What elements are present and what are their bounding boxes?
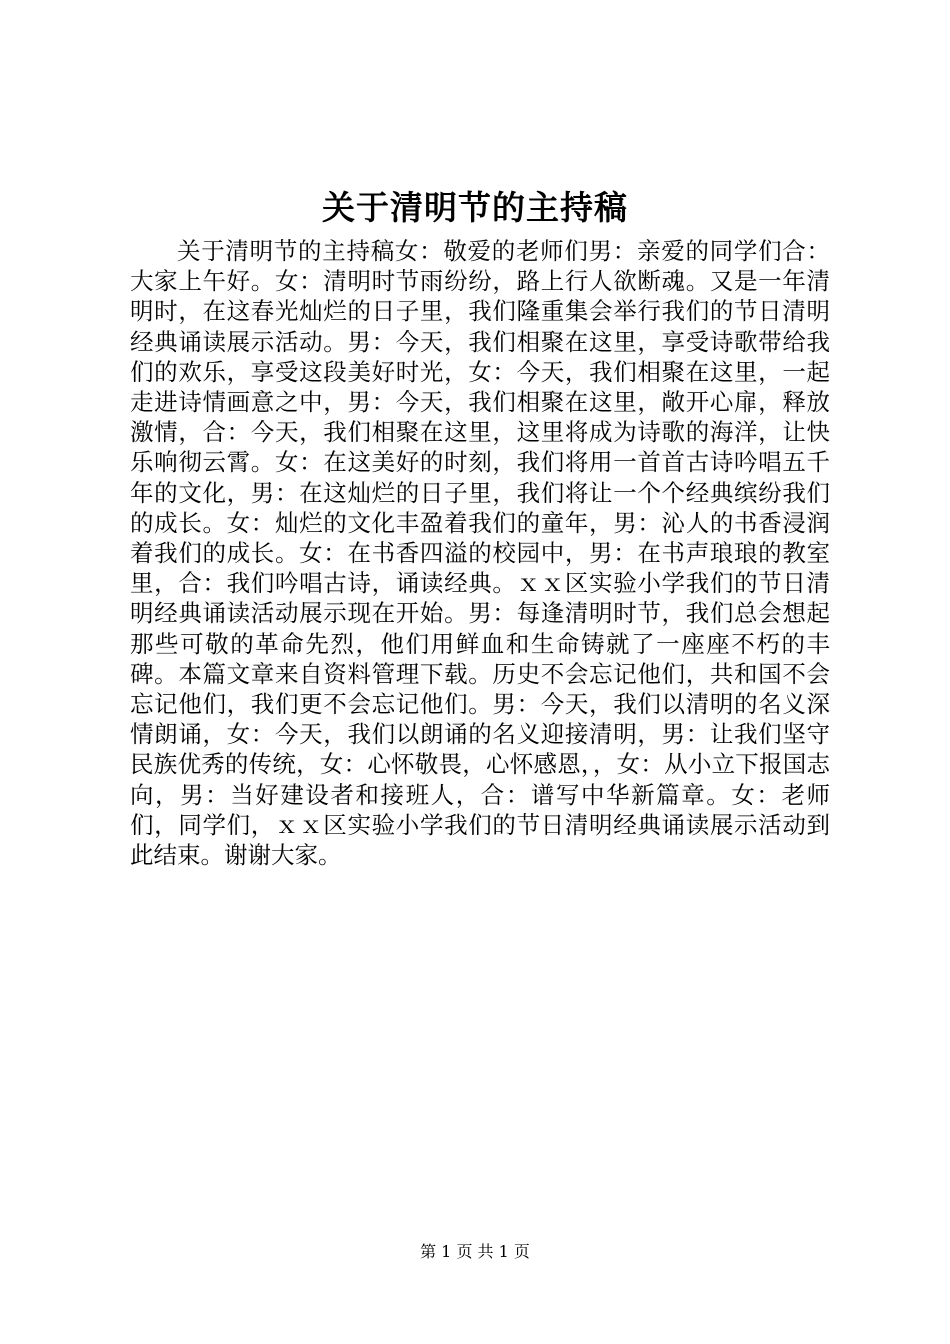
document-title: 关于清明节的主持稿 <box>322 188 628 227</box>
document-body: 关于清明节的主持稿女：敬爱的老师们男：亲爱的同学们合：大家上午好。女：清明时节雨纷纷，路上行人欲断魂。又是一年清明时，在这春光灿烂的日子里，我们隆重集会举行我们的节日清明经典诵读展示活动。男：今天，我们相聚在这里，享受诗歌带给我们的欢乐，享受这段美好时光，女：今天，我们相聚在这里，一起走进诗情画意之中，男：今天，我们相聚在这里，敞开心扉，释放激情，合：今天，我们相聚在这里，这里将成为诗歌的海洋，让快乐响彻云霄。女：在这美好的时刻，我们将用一首首古诗吟唱五千年的文化，男：在这灿烂的日子里，我们将让一个个经典缤纷我们的成长。女：灿烂的文化丰盈着我们的童年，男：沁人的书香浸润着我们的成长。女：在书香四溢的校园中，男：在书声琅琅的教室里，合：我们吟唱古诗，诵读经典。ｘｘ区实验小学我们的节日清明经典诵读活动展示现在开始。男：每逢清明时节，我们总会想起那些可敬的革命先烈，他们用鲜血和生命铸就了一座座不朽的丰碑。本篇文章来自资料管理下载。历史不会忘记他们，共和国不会忘记他们，我们更不会忘记他们。男：今天，我们以清明的名义深情朗诵，女：今天，我们以朗诵的名义迎接清明，男：让我们坚守民族优秀的传统，女：心怀敬畏，心怀感恩，，女：从小立下报国志向，男：当好建设者和接班人，合：谱写中华新篇章。女：老师们，同学们，ｘｘ区实验小学我们的节日清明经典诵读展示活动到此结束。谢谢大家。 <box>130 237 830 870</box>
page-footer: 第 1 页 共 1 页 <box>420 1242 530 1261</box>
